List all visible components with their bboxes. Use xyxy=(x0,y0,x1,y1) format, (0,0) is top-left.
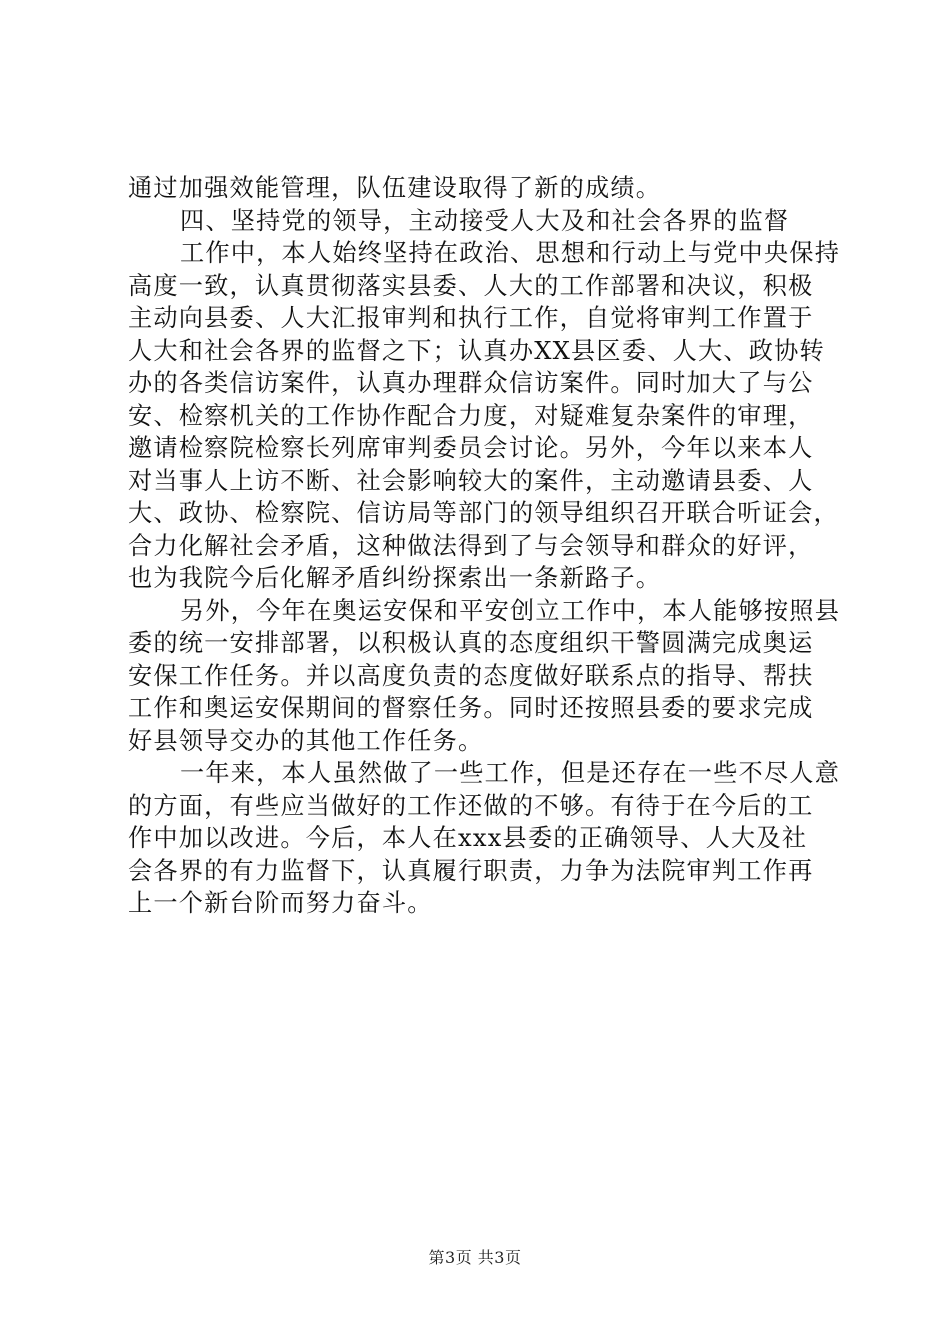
text-line: 主动向县委、人大汇报审判和执行工作，自觉将审判工作置于 xyxy=(128,304,814,332)
text-line: 工作和奥运安保期间的督察任务。同时还按照县委的要求完成 xyxy=(128,694,814,722)
text-line: 办的各类信访案件，认真办理群众信访案件。同时加大了与公 xyxy=(128,369,814,397)
text-line: 作中加以改进。今后，本人在xxx县委的正确领导、人大及社 xyxy=(128,824,808,852)
text-line: 一年来，本人虽然做了一些工作，但是还存在一些不尽人意 xyxy=(180,759,841,787)
text-line: 通过加强效能管理，队伍建设取得了新的成绩。 xyxy=(128,174,662,202)
text-line: 高度一致，认真贯彻落实县委、人大的工作部署和决议，积极 xyxy=(128,271,814,300)
section-heading: 四、坚持党的领导，主动接受人大及和社会各界的监督 xyxy=(180,206,790,235)
text-line: 邀请检察院检察长列席审判委员会讨论。另外，今年以来本人 xyxy=(128,434,814,462)
text-line: 工作中，本人始终坚持在政治、思想和行动上与党中央保持 xyxy=(180,239,841,267)
text-line: 大、政协、检察院、信访局等部门的领导组织召开联合听证会， xyxy=(128,499,839,527)
text-line: 安、检察机关的工作协作配合力度，对疑难复杂案件的审理， xyxy=(128,401,814,430)
text-line: 也为我院今后化解矛盾纠纷探索出一条新路子。 xyxy=(128,564,662,592)
text-line: 会各界的有力监督下，认真履行职责，力争为法院审判工作再 xyxy=(128,856,814,885)
page-number-footer: 第3页 共3页 xyxy=(428,1248,522,1267)
text-line: 另外，今年在奥运安保和平安创立工作中，本人能够按照县 xyxy=(180,596,841,625)
text-line: 合力化解社会矛盾，这种做法得到了与会领导和群众的好评， xyxy=(128,531,814,560)
text-line: 对当事人上访不断、社会影响较大的案件，主动邀请县委、人 xyxy=(128,466,814,495)
text-line: 委的统一安排部署，以积极认真的态度组织干警圆满完成奥运 xyxy=(128,629,814,657)
text-line: 安保工作任务。并以高度负责的态度做好联系点的指导、帮扶 xyxy=(128,661,814,690)
text-line: 人大和社会各界的监督之下；认真办XX县区委、人大、政协转 xyxy=(128,336,825,365)
text-line: 上一个新台阶而努力奋斗。 xyxy=(128,889,433,917)
document-body xyxy=(128,172,840,920)
text-line: 的方面，有些应当做好的工作还做的不够。有待于在今后的工 xyxy=(128,791,814,820)
text-line: 好县领导交办的其他工作任务。 xyxy=(128,726,484,755)
